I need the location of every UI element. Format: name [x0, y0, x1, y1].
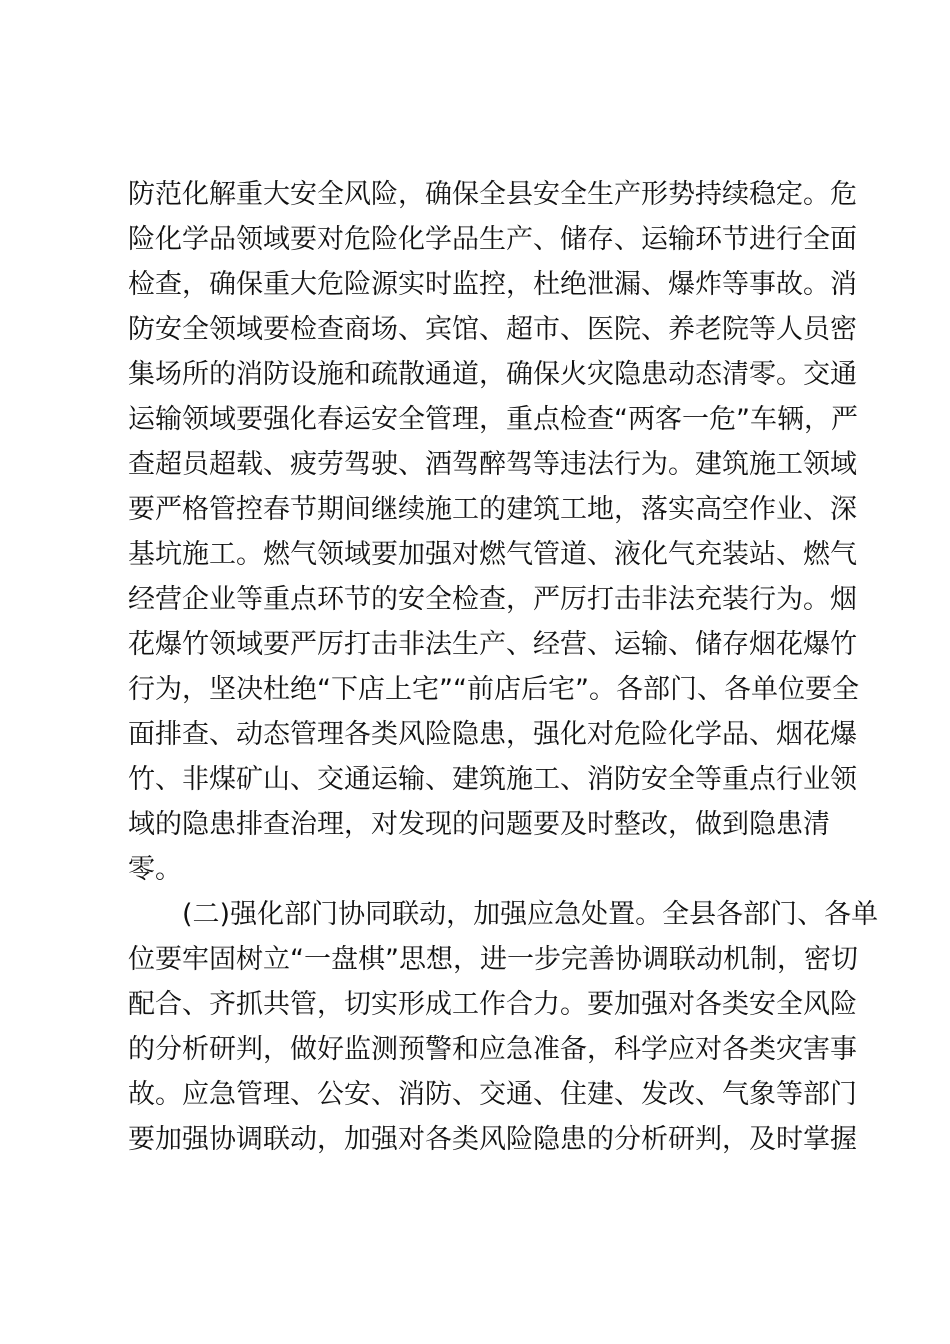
- text-line: 竹、非煤矿山、交通运输、建筑施工、消防安全等重点行业领: [128, 764, 857, 795]
- text-line: 故。应急管理、公安、消防、交通、住建、发改、气象等部门: [128, 1079, 857, 1110]
- text-line: 花爆竹领域要严厉打击非法生产、经营、运输、储存烟花爆竹: [128, 629, 857, 660]
- text-line: 位要牢固树立“一盘棋”思想，进一步完善协调联动机制，密切: [128, 944, 858, 975]
- paragraph-2: [128, 892, 879, 1162]
- text-line: 防范化解重大安全风险，确保全县安全生产形势持续稳定。危: [128, 179, 857, 210]
- text-line: 域的隐患排查治理，对发现的问题要及时整改，做到隐患清: [128, 809, 830, 840]
- text-line: 运输领域要强化春运安全管理，重点检查“两客一危”车辆，严: [128, 404, 858, 435]
- text-line: 行为，坚决杜绝“下店上宅”“前店后宅”。各部门、各单位要全: [128, 674, 859, 705]
- text-line: 要加强协调联动，加强对各类风险隐患的分析研判，及时掌握: [128, 1124, 857, 1155]
- text-line: 零。: [128, 854, 182, 885]
- text-line: 防安全领域要检查商场、宾馆、超市、医院、养老院等人员密: [128, 314, 857, 345]
- paragraph-1: [128, 172, 859, 892]
- text-line: 检查，确保重大危险源实时监控，杜绝泄漏、爆炸等事故。消: [128, 269, 857, 300]
- text-line: 险化学品领域要对危险化学品生产、储存、运输环节进行全面: [128, 224, 857, 255]
- text-line: 经营企业等重点环节的安全检查，严厉打击非法充装行为。烟: [128, 584, 857, 615]
- text-line: 查超员超载、疲劳驾驶、酒驾醉驾等违法行为。建筑施工领域: [128, 449, 857, 480]
- text-line: (二)强化部门协同联动，加强应急处置。全县各部门、各单: [182, 899, 879, 930]
- text-line: 面排查、动态管理各类风险隐患，强化对危险化学品、烟花爆: [128, 719, 857, 750]
- text-line: 的分析研判，做好监测预警和应急准备，科学应对各类灾害事: [128, 1034, 857, 1065]
- body-text: [128, 172, 879, 1162]
- text-line: 配合、齐抓共管，切实形成工作合力。要加强对各类安全风险: [128, 989, 857, 1020]
- text-line: 基坑施工。燃气领域要加强对燃气管道、液化气充装站、燃气: [128, 539, 857, 570]
- text-line: 要严格管控春节期间继续施工的建筑工地，落实高空作业、深: [128, 494, 857, 525]
- text-line: 集场所的消防设施和疏散通道，确保火灾隐患动态清零。交通: [128, 359, 857, 390]
